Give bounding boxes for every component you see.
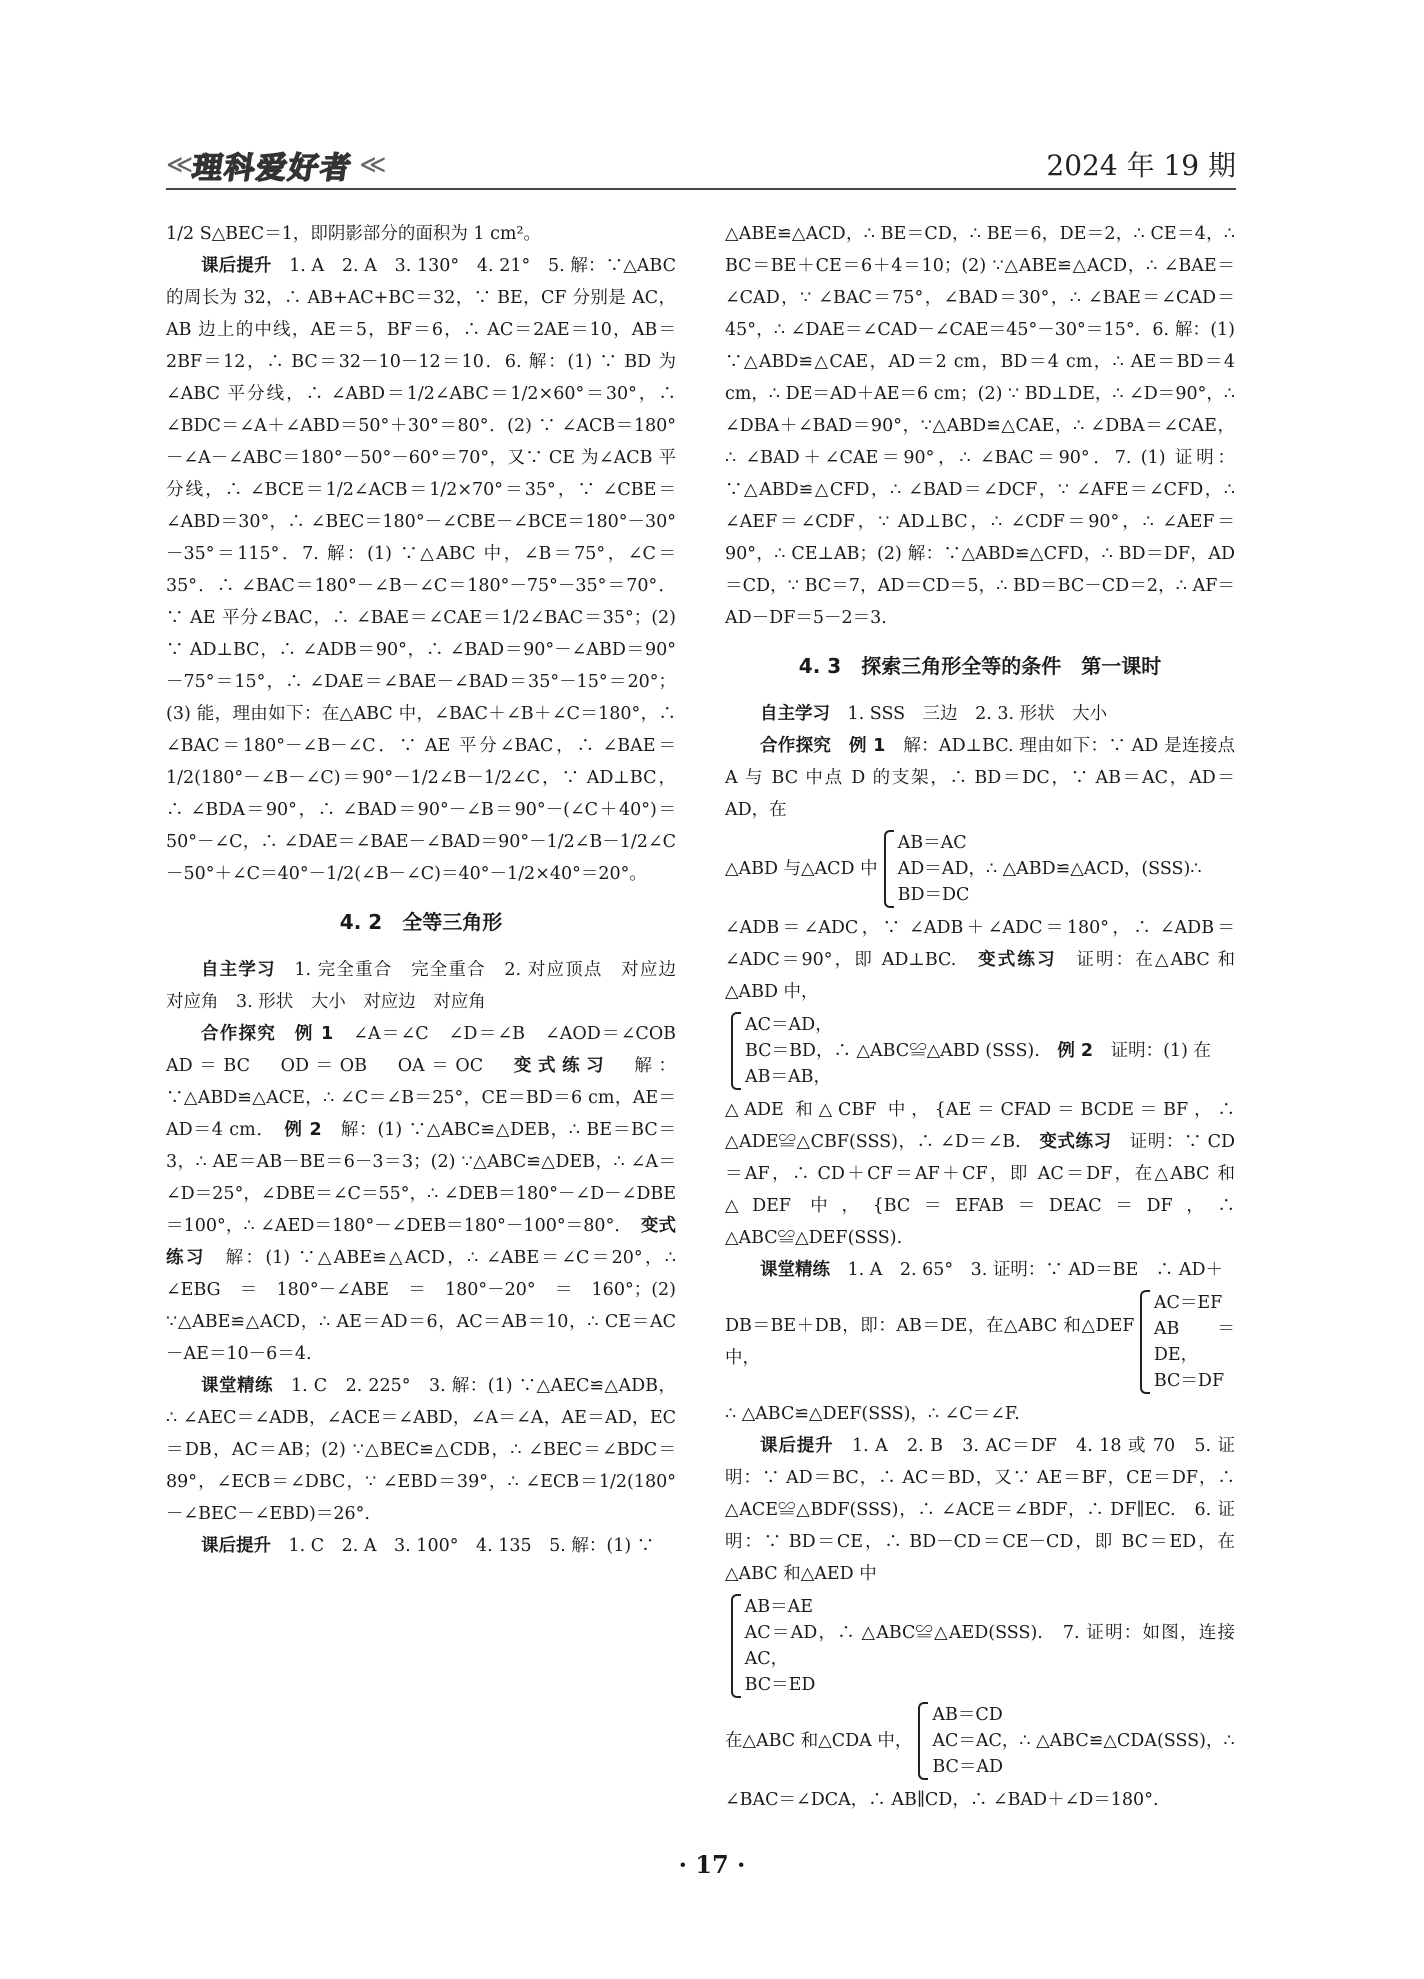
system-2-suffix: 证明：(1) 在 [1110,1041,1211,1061]
right-para-5-text: △ADE 和△CBF 中，{AE＝CFAD＝BCDE＝BF，∴ △ADE≌△CBF(SSS)，∴ ∠D＝∠B. [725,1100,1235,1152]
right-para-2 [725,698,1235,730]
system-2-lines [745,1012,1211,1090]
left-para-4c-text: 解：(1) ∵△ABC≌△DEB，∴ BE＝BC＝3，∴ AE＝AB－BE＝6－3＝3；(2) ∵△ABC≌△DEB，∴ ∠A＝∠D＝25°，∠DBE＝∠C＝55°，∴ ∠DEB＝180°－∠D－∠DBE＝100°，∴ ∠AED＝180°－∠DEB＝180°－100°＝80°． [166,1120,677,1236]
logo-text: 理科爱好者 [190,151,356,186]
system-1-prefix: △ABD 与△ACD 中 [725,859,878,879]
kw-kehou-tisheng-2: 课后提升 [201,1536,271,1556]
kw-zizhu-xuexi-2: 自主学习 [760,704,830,724]
system-2-line-2 [745,1038,1211,1064]
left-para-5-text: 1. C 2. 225° 3. 解：(1) ∵△AEC≌△ADB，∴ ∠AEC＝∠ADB，∠ACE＝∠ABD，∠A＝∠A，AE＝AD，EC＝DB，AC＝AB；(2) ∵△BEC≌△CDB，∴ ∠BEC＝∠BDC＝89°，∠ECB＝∠DBC，∵ ∠EBD＝39°，∴ ∠ECB＝1/2(180°－∠BEC－∠EBD)＝26°. [166,1376,676,1524]
system-2-line-1: AC＝AD， [745,1015,833,1035]
kw-example-2b: 例 2 [1057,1041,1094,1061]
section-4-3-name: 探索三角形全等的条件 第一课时 [861,654,1162,678]
system-1-suffix: ∴ △ABD≌△ACD，(SSS)∴ [985,859,1202,879]
system-5-line-1: AB＝CD [932,1705,1003,1725]
journal-logo [166,148,381,186]
kw-zizhu-xuexi: 自主学习 [201,960,276,980]
right-column [725,218,1235,1816]
equation-system-4 [725,1594,1235,1698]
right-para-3 [725,730,1235,826]
page-number: · 17 · [678,1850,746,1879]
brace-icon [731,1012,741,1090]
system-3-line-1: AC＝EF [1153,1293,1223,1313]
system-1-lines [898,830,986,908]
left-para-4-text: ∠A＝∠C ∠D＝∠B ∠AOD＝∠COB AD＝BC OD＝OB OA＝OC [166,1024,694,1076]
left-para-2-text: 1. A 2. A 3. 130° 4. 21° 5. 解：∵△ABC 的周长为 32，∴ AB+AC+BC＝32，∵ BE，CF 分别是 AC，AB 边上的中线，AE＝5，BF＝6，∴ AC＝2AE＝10，AB＝2BF＝12，∴ BC＝32－10－12＝10．6. 解：(1) ∵ BD 为∠ABC 平分线，∴ ∠ABD＝1/2∠ABC＝1/2×60°＝30°，∴ ∠BDC＝∠A＋∠ABD＝50°＋30°＝80°．(2) ∵ ∠ACB＝180°－∠A－∠ABC＝180°－50°－60°＝70°，又∵ CE 为∠ACB 平分线，∴ ∠BCE＝1/2∠ACB＝1/2×70°＝35°，∵ ∠CBE＝∠ABD＝30°，∴ ∠BEC＝180°－∠CBE－∠BCE＝180°－30°－35°＝115°．7. 解：(1) ∵△ABC 中，∠B＝75°，∠C＝35°．∴ ∠BAC＝180°－∠B－∠C＝180°－75°－35°＝70°．∵ AE 平分∠BAC，∴ ∠BAE＝∠CAE＝1/2∠BAC＝35°；(2) ∵ AD⊥BC，∴ ∠ADB＝90°，∴ ∠BAD＝90°－∠ABD＝90°－75°＝15°，∴ ∠DAE＝∠BAE－∠BAD＝35°－15°＝20°；(3) 能，理由如下：在△ABC 中，∠BAC＋∠B＋∠C＝180°，∴ ∠BAC＝180°－∠B－∠C．∵ AE 平分∠BAC，∴ ∠BAE＝1/2(180°－∠B－∠C)＝90°－1/2∠B－1/2∠C，∵ AD⊥BC，∴ ∠BDA＝90°，∴ ∠BAD＝90°－∠B＝90°－(∠C＋40°)＝50°－∠C，∴ ∠DAE＝∠BAE－∠BAD＝90°－1/2∠B－1/2∠C－50°＋∠C＝40°－1/2(∠B－∠C)＝40°－1/2×40°＝20°。 [166,256,676,884]
equation-system-1 [725,830,1235,908]
system-1-line-1: AB＝AC [897,833,967,853]
brace-icon [1140,1290,1149,1394]
left-para-4 [166,1018,694,1370]
right-para-2-text: 1. SSS 三边 2. 3. 形状 大小 [847,704,1108,724]
left-para-3-text: 1. 完全重合 完全重合 2. 对应顶点 对应边 对应角 3. 形状 大小 对应边 对应角 [166,960,694,1012]
system-5-lines [932,1702,1019,1780]
system-4-line-1: AB＝AE [744,1597,813,1617]
right-para-6-text: 1. A 2. 65° 3. 证明：∵ AD＝BE ∴ AD＋ [847,1260,1224,1280]
system-1-line-2: AD＝AD， [897,859,986,879]
left-para-5 [166,1370,676,1530]
right-para-5b-text: 证明：∵ CD＝AF，∴ CD＋CF＝AF＋CF，即 AC＝DF，在△ABC 和△DEF 中，{BC＝EFAB＝DEAC＝DF，∴ △ABC≌△DEF(SSS). [725,1132,1236,1248]
kw-bianshi-2: 变式练习 [166,1216,676,1268]
system-3-prefix: DB＝BE＋DB，即：AB＝DE，在△ABC 和△DEF 中， [725,1316,1135,1368]
kw-kehou-tisheng: 课后提升 [201,256,272,276]
issue-number: 2024 年 19 期 [1046,149,1236,182]
system-1-line-3: BD＝DC [897,885,970,905]
right-para-4-text: ∠ADB＝∠ADC，∵ ∠ADB＋∠ADC＝180°，∴ ∠ADB＝∠ADC＝90°，即 AD⊥BC. [725,918,1235,970]
kw-hezuo-tanjiu-2: 合作探究 [760,736,832,756]
left-para-1: 1/2 S△BEC＝1，即阴影部分的面积为 1 cm²。 [166,224,542,244]
header-rule [166,188,1236,190]
kw-ketang-jinglian-2: 课堂精练 [760,1260,830,1280]
left-para-6-text: 1. C 2. A 3. 100° 4. 135 5. 解：(1) ∵ [288,1536,655,1556]
system-3-line-3: BC＝DF [1153,1371,1225,1391]
right-para-6 [725,1254,1235,1286]
kw-example-1b: 例 1 [848,736,886,756]
kw-example-1: 例 1 [294,1024,334,1044]
kw-hezuo-tanjiu: 合作探究 [201,1024,277,1044]
left-para-4d-text: 解：(1) ∵△ABE≌△ACD，∴ ∠ABE＝∠C＝20°，∴ ∠EBG＝180°－∠ABE＝180°－20°＝160°；(2) ∵△ABE≌△ACD，∴ AE＝AD＝6，AC＝AB＝10，∴ CE＝AC－AE＝10－6＝4. [166,1248,677,1364]
right-para-4 [725,912,1235,1008]
left-para-3 [166,954,694,1018]
section-4-2-title [166,904,676,940]
system-3-lines [1154,1290,1235,1394]
left-para-4b-text: 解：∵△ABD≌△ACE，∴ ∠C＝∠B＝25°，CE＝BD＝6 cm，AE＝AD＝4 cm． [166,1056,677,1140]
system-5-prefix: 在△ABC 和△CDA 中， [725,1731,913,1751]
system-2-line-2-text: BC＝BD，∴ △ABC≌△ABD (SSS). [745,1041,1040,1061]
kw-example-2: 例 2 [284,1120,322,1140]
kw-bianshi-3: 变式练习 [978,950,1057,970]
right-para-1: △ABE≌△ACD，∴ BE＝CD，∴ BE＝6，DE＝2，∴ CE＝4，∴ BC＝BE＋CE＝6＋4＝10；(2) ∵△ABE≌△ACD，∴ ∠BAE＝∠CAD，∵ ∠BAC＝75°，∠BAD＝30°，∴ ∠BAE＝∠CAD＝45°，∴ ∠DAE＝∠CAD－∠CAE＝45°－30°＝15°．6. 解：(1) ∵△ABD≌△CAE，AD＝2 cm，BD＝4 cm，∴ AE＝BD＝4 cm，∴ DE＝AD＋AE＝6 cm；(2) ∵ BD⊥DE，∴ ∠D＝90°，∴ ∠DBA＋∠BAD＝90°，∵△ABD≌△CAE，∴ ∠DBA＝∠CAE，∴ ∠BAD＋∠CAE＝90°，∴ ∠BAC＝90°．7. (1) 证明：∵△ABD≌△CFD，∴ ∠BAD＝∠DCF，∵ ∠AFE＝∠CFD，∴ ∠AEF＝∠CDF，∵ AD⊥BC，∴ ∠CDF＝90°，∴ ∠AEF＝90°，∴ CE⊥AB；(2) 解：∵△ABD≌△CFD，∴ BD＝DF，AD＝CD，∵ BC＝7，AD＝CD＝5，∴ BD＝BC－CD＝2，∴ AF＝AD－DF＝5－2＝3. [725,224,1235,628]
section-4-3-title [725,648,1235,684]
equation-system-3 [725,1290,1235,1394]
system-3-line-2: AB＝DE， [1153,1319,1235,1365]
brace-icon [918,1702,928,1780]
system-4-line-3: BC＝ED [744,1675,816,1695]
system-4-line-2: AC＝AD，∴ △ABC≌△AED(SSS). 7. 证明：如图，连接 AC， [744,1623,1235,1669]
right-para-7: ∴ △ABC≌△DEF(SSS)，∴ ∠C＝∠F. [725,1404,1020,1424]
right-para-8-text: 1. A 2. B 3. AC＝DF 4. 18 或 70 5. 证明：∵ AD＝BC，∴ AC＝BD，又∵ AE＝BF，CE＝DF，∴ △ACE≌△BDF(SSS)，∴ ∠ACE＝∠BDF，∴ DF∥EC. 6. 证明：∵ BD＝CE，∴ BD－CD＝CE－CD，即 BC＝ED，在△ABC 和△AED 中 [725,1436,1236,1584]
section-4-3-number: 4. 3 [798,654,842,678]
equation-system-2 [725,1012,1235,1090]
brace-icon [731,1594,741,1698]
brace-icon [884,830,894,908]
logo-deco-right: ≪ [359,150,381,180]
system-2-line-3: AB＝AB， [745,1067,831,1087]
system-5-line-2: AC＝AC， [932,1731,1020,1751]
kw-ketang-jinglian: 课堂精练 [201,1376,273,1396]
section-4-2-name: 全等三角形 [402,910,503,934]
right-para-3-text: 解：AD⊥BC. 理由如下：∵ AD 是连接点 A 与 BC 中点 D 的支架，∴ BD＝DC，∵ AB＝AC，AD＝AD，在 [725,736,1236,820]
logo-deco-left: ≪ [166,150,188,180]
kw-bianshi-1: 变式练习 [513,1056,611,1076]
left-para-6 [166,1530,676,1562]
right-para-5 [725,1094,1235,1254]
right-para-9: ∠BAC＝∠DCA，∴ AB∥CD，∴ ∠BAD＋∠D＝180°. [725,1790,1159,1810]
kw-bianshi-4: 变式练习 [1039,1132,1112,1152]
kw-kehou-tisheng-3: 课后提升 [760,1436,834,1456]
equation-system-5 [725,1702,1235,1780]
left-para-2 [166,250,676,890]
right-para-4b-text: 证明：在△ABC 和△ABD 中， [725,950,1236,1002]
system-5-line-3: BC＝AD [932,1757,1004,1777]
page-header [166,140,1236,190]
system-5-suffix: ∴ △ABC≌△CDA(SSS)，∴ [1019,1731,1235,1751]
right-para-8 [725,1430,1235,1590]
system-4-lines [745,1594,1235,1698]
left-column [166,218,694,1562]
section-4-2-number: 4. 2 [339,910,383,934]
